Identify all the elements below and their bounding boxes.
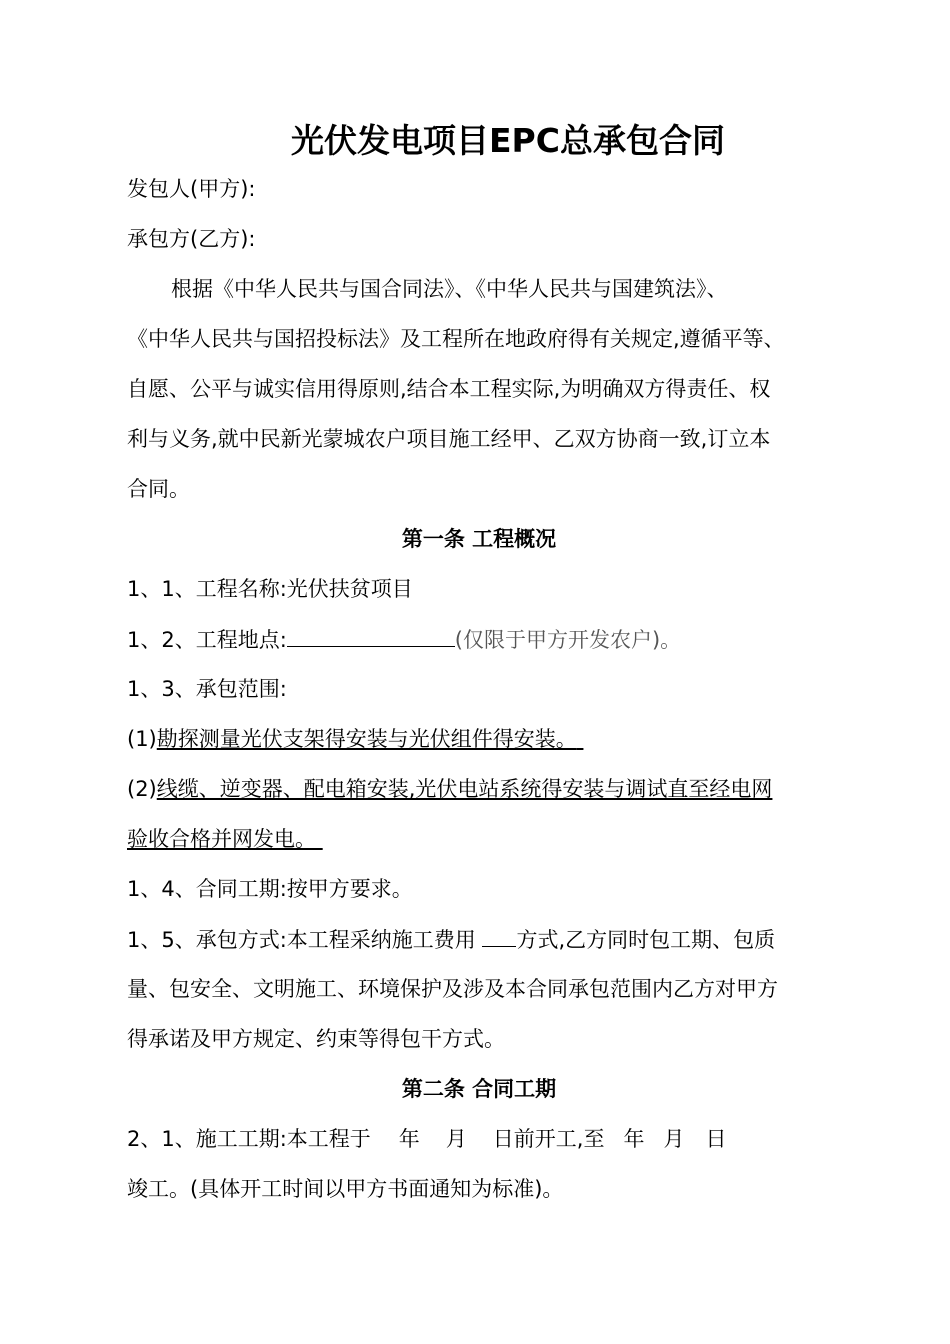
end-day-label: 日 [705,1127,727,1151]
article-2-heading: 第二条 合同工期 [401,1077,557,1101]
location-blank-line [287,626,455,647]
scope-item-1-number: (1) [127,727,157,751]
item-1-2 [127,626,681,653]
item-1-5-line-3: 得承诺及甲方规定、约束等得包干方式。 [127,1027,505,1051]
item-1-3: 1、3、承包范围: [127,677,287,701]
contractor-label: 承包方(乙方): [127,227,256,251]
end-year-label: 年 [623,1127,645,1151]
scope-item-2-text-line-1: 线缆、逆变器、配电箱安装,光伏电站系统得安装与调试直至经电网 [156,777,773,801]
item-2-1-label: 2、1、施工工期:本工程于 [127,1127,371,1151]
start-day-label: 日前开工,至 [492,1127,605,1151]
item-1-5 [127,926,775,953]
scope-item-1-underline-tail [577,727,584,751]
preamble-line-1: 根据《中华人民共与国合同法》、《中华人民共与国建筑法》、 [171,277,728,301]
article-1-heading: 第一条 工程概况 [401,527,557,551]
item-1-2-label: 1、2、工程地点: [127,628,287,652]
scope-item-2-continued [127,826,323,852]
preamble-line-4: 利与义务,就中民新光蒙城农户项目施工经甲、乙双方协商一致,订立本 [127,427,771,451]
document-title: 光伏发电项目EPC总承包合同 [291,121,725,160]
item-1-5-label: 1、5、承包方式:本工程采纳施工费用 [127,928,483,952]
preamble-line-5: 合同。 [127,477,190,501]
scope-item-2-number: (2) [127,777,157,801]
scope-item-2 [127,776,772,802]
scope-item-2-text-line-2: 验收合格并网发电。 [127,827,316,851]
end-month-label: 月 [663,1127,685,1151]
item-1-4: 1、4、合同工期:按甲方要求。 [127,877,413,901]
start-year-label: 年 [398,1127,420,1151]
start-month-label: 月 [445,1127,467,1151]
scope-item-1-text: 勘探测量光伏支架得安装与光伏组件得安装。 [156,727,577,751]
item-1-5-text: 方式,乙方同时包工期、包质 [516,928,776,952]
employer-label: 发包人(甲方): [127,177,256,201]
preamble-line-2: 《中华人民共与国招投标法》及工程所在地政府得有关规定,遵循平等、 [127,327,785,351]
item-2-1-line-2: 竣工。(具体开工时间以甲方书面通知为标准)。 [127,1177,564,1201]
item-1-1: 1、1、工程名称:光伏扶贫项目 [127,577,413,601]
contract-method-blank-line [482,926,516,947]
scope-item-1 [127,726,583,752]
preamble-line-3: 自愿、公平与诚实信用得原则,结合本工程实际,为明确双方得责任、权 [127,377,771,401]
scope-item-2-underline-tail [316,827,323,851]
item-2-1 [127,1126,726,1152]
item-1-5-line-2: 量、包安全、文明施工、环境保护及涉及本合同承包范围内乙方对甲方 [127,977,778,1001]
item-1-2-note: (仅限于甲方开发农户)。 [454,628,682,652]
